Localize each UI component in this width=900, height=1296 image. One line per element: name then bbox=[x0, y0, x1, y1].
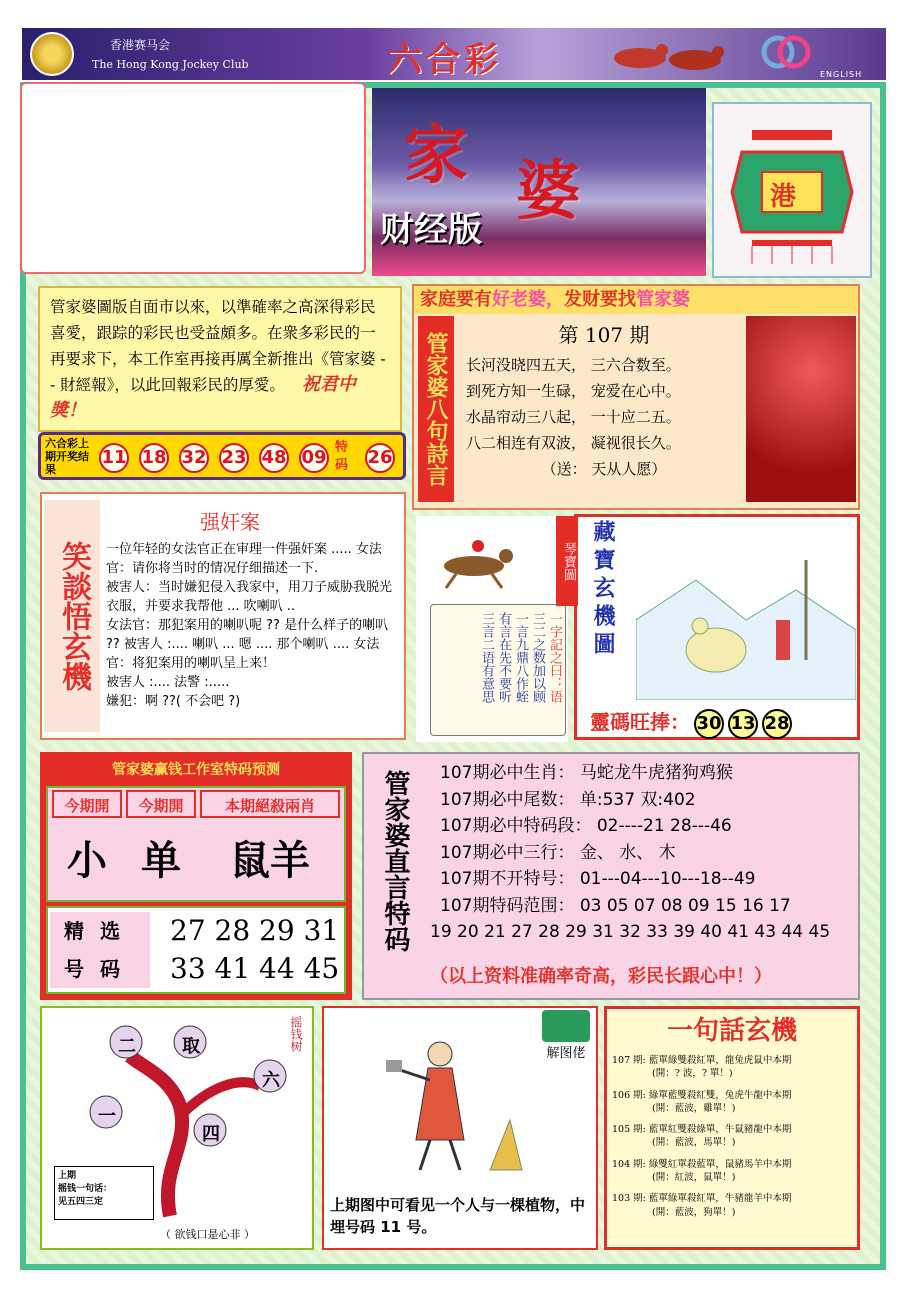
result-ball-1: 11 bbox=[99, 443, 129, 473]
poem-line: 到死方知一生碌， 宠爱在心中。 bbox=[466, 382, 681, 400]
tree-fruit: 二 bbox=[118, 1036, 136, 1057]
prediction-col-header: 今期開 bbox=[126, 790, 196, 818]
special-ball: 26 bbox=[365, 443, 395, 473]
special-label: 特码 bbox=[335, 440, 349, 473]
picks-numbers bbox=[170, 912, 339, 988]
poem-issue: 第 107 期 bbox=[558, 323, 650, 347]
list-item bbox=[612, 1158, 856, 1185]
header-subtitle: 财经版 bbox=[380, 210, 482, 250]
joke-side-label: 笑談悟玄機 bbox=[44, 500, 100, 732]
list-item bbox=[612, 1089, 856, 1116]
tree-tag: 摇钱树 bbox=[289, 1016, 303, 1052]
curtain-image bbox=[746, 316, 856, 502]
result-ball-5: 48 bbox=[259, 443, 289, 473]
tree-fruit: 六 bbox=[262, 1070, 280, 1091]
item-issue: 105 期: bbox=[612, 1124, 646, 1136]
one-sentence-list bbox=[612, 1054, 856, 1227]
item-main: 藍單綠雙殺紅單，龍兔虎鼠中本期 bbox=[648, 1055, 792, 1066]
horse-rider-icon bbox=[426, 530, 526, 590]
lucky-number-row bbox=[590, 706, 792, 739]
treasure-title: 藏寶玄機圖 bbox=[590, 520, 616, 660]
intro-text: 管家婆圖版自面市以來，以準確率之高深得彩民喜愛，跟踪的彩民也受益頗多。在衆多彩民的一再要求下，本工作室再接再厲全新推出《管家婆 -- 財經報》，以此回報彩民的厚愛。 bbox=[50, 298, 386, 394]
mark-six-title: 六合彩 bbox=[388, 40, 502, 80]
tree-note: 上期 摇钱一句话： 见五四三定 bbox=[54, 1166, 154, 1220]
straight-talk-body bbox=[430, 760, 854, 946]
item-issue: 106 期: bbox=[612, 1089, 646, 1101]
item-issue: 104 期: bbox=[612, 1158, 646, 1170]
man-with-axe-icon bbox=[340, 1030, 530, 1180]
last-results-bar bbox=[38, 432, 406, 480]
straight-line: 107期必中特码段： 02----21 28---46 bbox=[440, 816, 732, 836]
poem-line: 水晶帘动三八起， 一十应二五。 bbox=[466, 408, 681, 426]
picks-row: 33 41 44 45 bbox=[170, 952, 340, 985]
intro-sign: 祝君中獎！ bbox=[50, 374, 356, 421]
picks-label-2: 号码 bbox=[64, 957, 136, 981]
hkjc-logo-icon[interactable] bbox=[30, 32, 74, 76]
item-sub: (開：? 波，? 單！) bbox=[652, 1068, 733, 1080]
prediction-col-header: 今期開 bbox=[52, 790, 122, 818]
mark-six-logo-icon[interactable] bbox=[760, 34, 812, 70]
tree-fruit: 取 bbox=[182, 1036, 200, 1057]
puzzle-badge bbox=[538, 1010, 594, 1061]
picks-row: 27 28 29 31 bbox=[170, 914, 340, 947]
poem-header-d: 管家婆 bbox=[636, 289, 690, 310]
poem-header bbox=[414, 286, 858, 314]
item-main: 綠雙紅單殺藍單，鼠豬馬羊中本期 bbox=[648, 1158, 792, 1170]
tree-caption: （ 欲钱口是心非 ） bbox=[160, 1228, 255, 1241]
prediction-size: 小 bbox=[67, 837, 107, 884]
blank-ad-box bbox=[20, 82, 366, 274]
poem-header-a: 家庭要有 bbox=[420, 289, 492, 310]
prediction-parity: 单 bbox=[141, 837, 181, 884]
header-char-po: 婆 bbox=[516, 154, 580, 229]
english-link[interactable]: ENGLISH bbox=[820, 70, 863, 79]
straight-line: 107期不开特号： 01---04---10---18--49 bbox=[440, 869, 756, 889]
straight-line: 107期特码范围： 03 05 07 08 09 15 16 17 bbox=[440, 895, 791, 916]
tree-fruit: 四 bbox=[202, 1124, 220, 1145]
puzzle-text: 上期图中可看见一个人与一棵植物，中埋号码 11 号。 bbox=[330, 1196, 586, 1236]
list-item bbox=[612, 1123, 856, 1150]
result-ball-6: 09 bbox=[299, 443, 329, 473]
straight-line: 107期必中生肖： 马蛇龙牛虎猪狗鸡猴 bbox=[440, 763, 733, 783]
scroll-text bbox=[438, 612, 562, 730]
lucky-number: 30 bbox=[694, 709, 724, 739]
results-label: 六合彩上期开奖结果 bbox=[45, 437, 89, 476]
straight-line: 107期必中三行： 金、 水、 木 bbox=[440, 842, 676, 863]
goose-scene-icon bbox=[636, 560, 856, 700]
item-main: 藍單紅雙殺綠單，牛鼠豬龍中本期 bbox=[648, 1124, 792, 1136]
lucky-number-label: 靈碼旺捧： bbox=[590, 710, 690, 734]
org-name-cn: 香港赛马会 bbox=[110, 38, 171, 52]
list-item bbox=[612, 1192, 856, 1219]
intro-box bbox=[38, 286, 402, 432]
straight-line: 107期必中尾数： 单:537 双:402 bbox=[440, 789, 696, 810]
poem-header-c: 发财要找 bbox=[564, 289, 636, 310]
horses-icon bbox=[600, 30, 760, 80]
scroll-col: 三言二语有意思 bbox=[479, 612, 494, 703]
scroll-col: 一言九鼎八作蛭 bbox=[513, 612, 528, 703]
treasure-tag: 琴寶圖 bbox=[556, 516, 578, 606]
prediction-killed: 鼠羊 bbox=[230, 837, 310, 884]
poem-header-b: 好老婆， bbox=[492, 289, 564, 310]
one-sentence-title: 一句話玄機 bbox=[666, 1016, 797, 1046]
scroll-col: 三二之数加以顾 bbox=[530, 612, 545, 703]
header-char-jia: 家 bbox=[404, 118, 468, 193]
result-ball-4: 23 bbox=[219, 443, 249, 473]
result-ball-3: 32 bbox=[179, 443, 209, 473]
org-name-en: The Hong Kong Jockey Club bbox=[92, 58, 249, 71]
picks-label bbox=[50, 912, 150, 988]
joke-body: 一位年轻的女法官正在审理一件强奸案 ..... 女法官：请你将当时的情况仔细描述一下. 被害人：当时嫌犯侵入我家中，用刀子威胁我脱光衣服，并要求我帮他 ... 吹喇叭 .. 女法官：那犯案用的喇叭呢 ?? 是什么样子的喇叭 ?? 被害人 :.... 喇叭 ... 嗯 .... 那个喇叭 .... 女法官：将犯案用的喇叭呈上来！ 被害人 :.... 法警 :..... 嫌犯：啊 ??( 不会吧 ?) bbox=[106, 542, 393, 709]
poem-from: （送： 天从人愿） bbox=[541, 460, 667, 478]
straight-talk-note: （以上资料准确率奇高，彩民长跟心中！） bbox=[430, 966, 772, 987]
item-sub: (開：藍波，馬單！) bbox=[652, 1137, 736, 1149]
poem-side-label: 管家婆八句詩言 bbox=[418, 316, 454, 502]
item-sub: (開：藍波，狗單！) bbox=[652, 1206, 736, 1218]
picks-label-1: 精选 bbox=[64, 919, 136, 943]
poem-line: 八二相连有双波， 凝视很长久。 bbox=[466, 434, 681, 452]
scroll-col: 一字記之曰：语 bbox=[547, 612, 562, 703]
item-sub: (開：紅波，鼠單！) bbox=[652, 1172, 736, 1184]
straight-line: 19 20 21 27 28 29 31 32 33 39 40 41 43 44 45 bbox=[430, 922, 831, 942]
item-issue: 107 期: bbox=[612, 1055, 646, 1066]
lantern-char: 港 bbox=[770, 182, 797, 212]
lucky-number: 13 bbox=[728, 709, 758, 739]
item-issue: 103 期: bbox=[612, 1193, 646, 1205]
joke-title: 强奸案 bbox=[200, 510, 260, 534]
straight-talk-side: 管家婆直言特码 bbox=[380, 770, 410, 952]
prediction-col-header: 本期絕殺兩肖 bbox=[200, 790, 340, 818]
result-ball-2: 18 bbox=[139, 443, 169, 473]
item-sub: (開：藍波，雞單！) bbox=[652, 1102, 736, 1114]
puzzle-badge-label: 解图佬 bbox=[546, 1046, 586, 1061]
poem-line: 长河没晓四五天， 三六合数至。 bbox=[466, 356, 681, 374]
tree-fruit: 一 bbox=[98, 1106, 116, 1127]
item-main: 綠單藍雙殺紅雙，兔虎牛龍中本期 bbox=[648, 1089, 792, 1101]
item-main: 藍單綠單殺紅單，牛豬龍羊中本期 bbox=[648, 1193, 792, 1205]
poem-body bbox=[466, 322, 742, 482]
scroll-col: 有言在先不要听 bbox=[496, 612, 511, 703]
lucky-number: 28 bbox=[762, 709, 792, 739]
list-item bbox=[612, 1054, 856, 1081]
prediction-table bbox=[46, 786, 346, 902]
prediction-header: 管家婆赢钱工作室特码预测 bbox=[112, 762, 280, 778]
